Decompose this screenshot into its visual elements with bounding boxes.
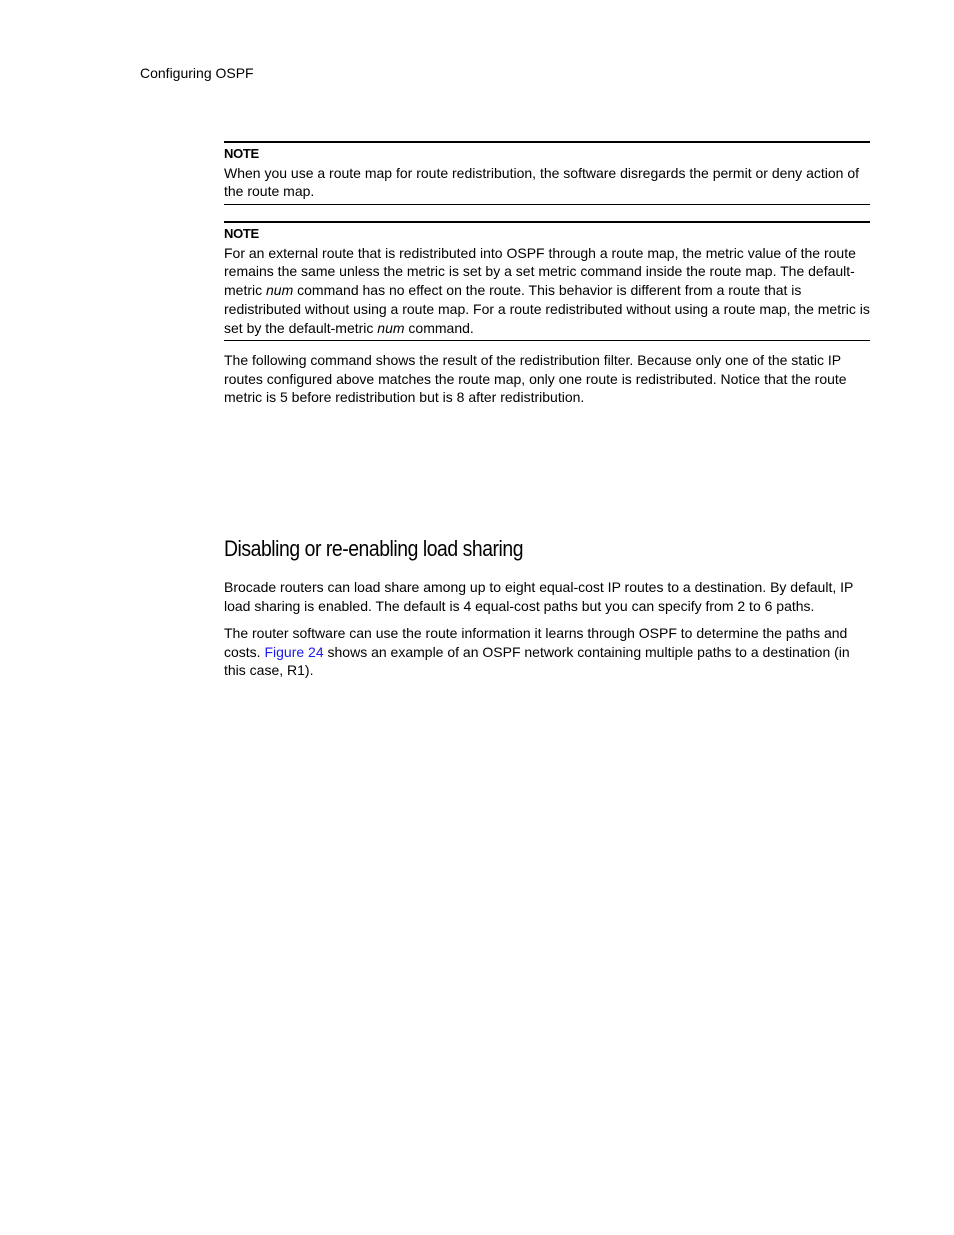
note-label: NOTE — [224, 146, 259, 161]
note-text-segment: command. — [404, 319, 474, 336]
note-box-route-map — [224, 141, 870, 205]
paragraph-text: Brocade routers can load share among up to eight equal-cost IP routes to a destination. By default, IP load sharing is enabled. The default is 4 equal-cost paths but you can specify from 2 to 6 paths. — [224, 579, 854, 614]
command-default-metric: default-metric — [288, 319, 374, 336]
paragraph-text — [224, 624, 870, 680]
note-text — [224, 244, 870, 342]
note-text-segment: command has no effect on the route. This behavior is different from a route that is redistributed without using a route map. For a route redistributed without using a route map, the metric is set by the — [224, 282, 870, 336]
paragraph-segment: shows an example of an OSPF network containing multiple paths to a destination (in this case, R1). — [224, 643, 850, 679]
argument-num: num — [266, 282, 294, 299]
argument-num: num — [377, 319, 405, 336]
command-default-metric: default-metric — [224, 263, 855, 299]
note-text-segment: For an external route that is redistributed into OSPF through a route map, the metric value of the route remains the same unless the metric is set by a — [224, 244, 856, 280]
note-text: When you use a route map for route redistribution, the software disregards the permit or deny action of the route map. — [224, 164, 859, 200]
command-set-metric: set metric — [515, 263, 577, 280]
running-header: Configuring OSPF — [140, 65, 254, 81]
paragraph-text: The following command shows the result of the redistribution filter. Because only one of the static IP routes configured above matches the route map, only one route is redistributed. Notice that the route metric is 5 before redistribution but is 8 after redistribution. — [224, 352, 847, 406]
body-paragraph-load-share — [224, 578, 870, 615]
note-box-metric — [224, 221, 870, 341]
body-paragraph-paths — [224, 624, 870, 680]
paragraph-segment: The router software can use the route information it learns through OSPF to determine the paths and costs. — [224, 625, 848, 660]
note-label: NOTE — [224, 226, 259, 241]
note-text-segment: command inside the route map. The — [576, 263, 809, 280]
figure-24-link[interactable]: Figure 24 — [264, 643, 324, 660]
body-paragraph-redistribution — [224, 351, 870, 407]
section-heading: Disabling or re-enabling load sharing — [224, 536, 524, 561]
